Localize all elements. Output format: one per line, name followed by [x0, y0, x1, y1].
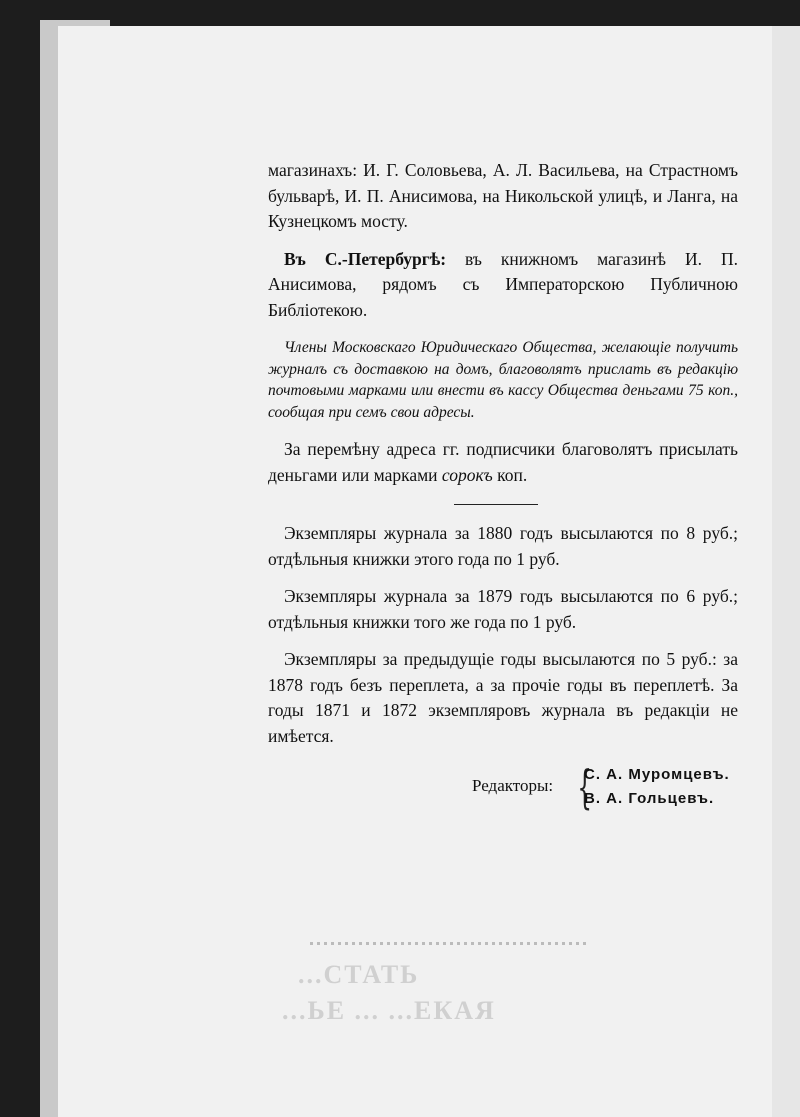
brace-icon: {: [577, 760, 592, 814]
city-label: Въ С.-Петербургѣ:: [284, 248, 447, 269]
stamp-line-1: ...СТАТЬ: [298, 960, 420, 989]
stamp-dotted-line: [310, 942, 590, 945]
paragraph-moscow-shops: магазинахъ: И. Г. Соловьева, А. Л. Васильева, на Страстномъ бульварѣ, И. П. Анисимова, на Никольской улицѣ, и Ланга, на Кузнецкомъ мосту.: [268, 160, 738, 231]
editors-label: Редакторы:: [472, 776, 554, 795]
paragraph-petersburg: [268, 247, 738, 324]
paragraph-earlier-years: Экземпляры за предыдущіе годы высылаются по 5 руб.: за 1878 годъ безъ переплета, а за прочіе годы въ переплетѣ. За годы 1871 и 1872 экземпляровъ журнала въ редакціи не имѣется.: [268, 649, 738, 746]
divider: [454, 504, 538, 505]
address-change-amount: сорокъ: [441, 464, 493, 485]
library-stamp: [282, 960, 622, 1040]
address-change-unit: коп.: [492, 464, 528, 485]
address-change-text: За перемѣну адреса гг. подписчики благоволятъ присылать деньгами или марками: [268, 439, 738, 485]
body-text: [268, 158, 738, 749]
stamp-line-2: ...ЬЕ ... ...ЕКАЯ: [282, 996, 496, 1025]
editor-name: В. А. Гольцевъ.: [584, 790, 715, 807]
editors-block: [472, 760, 752, 814]
paragraph-address-change: [268, 437, 738, 488]
paragraph-1879: Экземпляры журнала за 1879 годъ высылаются по 6 руб.; отдѣльныя книжки того же года по 1 руб.: [268, 586, 738, 632]
editor-name: С. А. Муромцевъ.: [584, 766, 730, 783]
page-edge: [772, 26, 800, 1117]
petersburg-text: въ книжномъ магазинѣ И. П. Анисимова, рядомъ съ Императорскою Публичною Библіотекою.: [268, 248, 738, 320]
paragraph-1880: Экземпляры журнала за 1880 годъ высылаются по 8 руб.; отдѣльныя книжки этого года по 1 руб.: [268, 523, 738, 569]
paragraph-members: Члены Московскаго Юридическаго Общества, желающіе получить журналъ съ доставкою на домъ, благоволятъ прислать въ редакцію почтовыми марками или внести въ кассу Общества деньгами 75 коп., сообщая при семъ свои адресы.: [268, 339, 738, 421]
